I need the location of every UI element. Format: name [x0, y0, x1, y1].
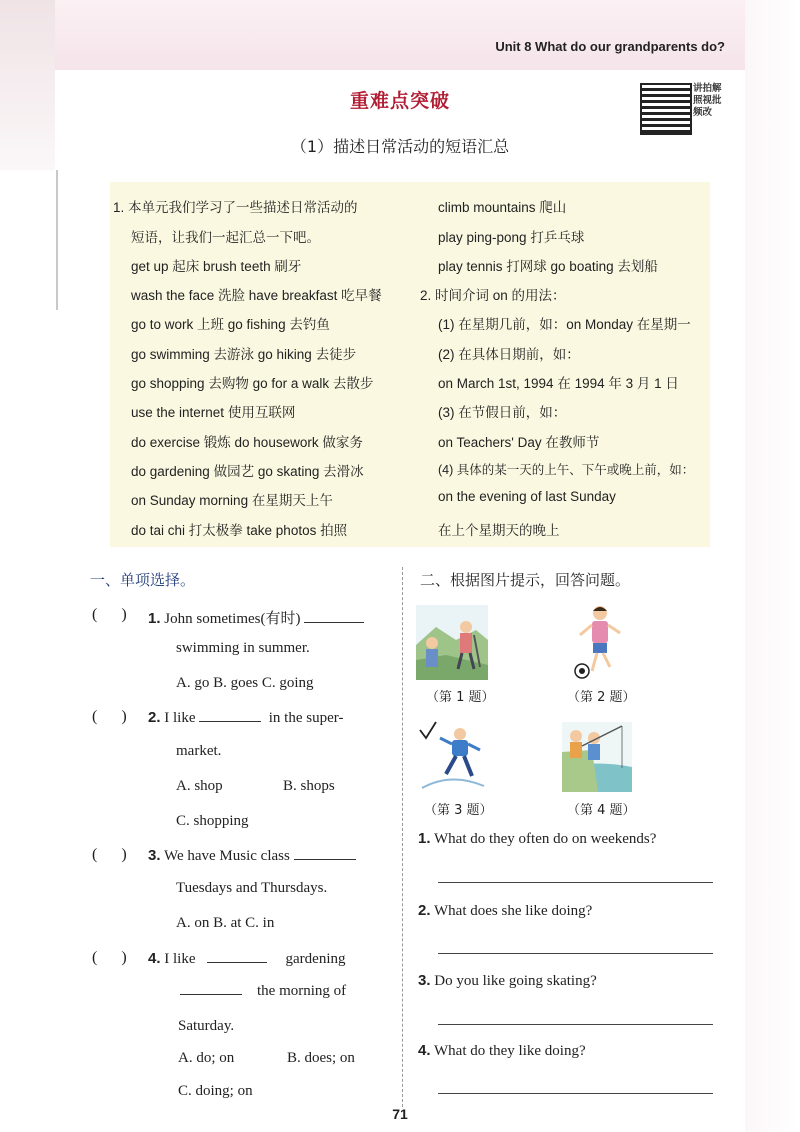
picture-caption: （第 2 题） — [567, 690, 636, 705]
picture-question — [418, 972, 597, 990]
box-line: get up 起床 brush teeth 刷牙 — [131, 259, 302, 274]
box-line: do gardening 做园艺 go skating 去滑冰 — [131, 464, 364, 479]
box-line: go swimming 去游泳 go hiking 去徒步 — [131, 347, 357, 362]
box-line: wash the face 洗脸 have breakfast 吃早餐 — [131, 288, 382, 303]
qr-label: 讲拍解照视批频改 — [693, 83, 722, 118]
column-divider — [402, 567, 403, 1107]
box-line: go shopping 去购物 go for a walk 去散步 — [131, 376, 374, 391]
question-text: What does she like doing? — [434, 903, 593, 919]
sub-title: （1）描述日常活动的短语汇总 — [290, 137, 510, 156]
question-4 — [148, 950, 346, 968]
box-line: 在上个星期天的晚上 — [438, 523, 560, 538]
picture-caption: （第 3 题） — [424, 803, 493, 818]
box-line: use the internet 使用互联网 — [131, 405, 296, 420]
question-stem: Saturday. — [178, 1018, 235, 1034]
question-stem: in the super- — [268, 710, 344, 726]
box-line: go to work 上班 go fishing 去钓鱼 — [131, 317, 330, 332]
hiking-picture — [416, 605, 488, 680]
box-line: do exercise 锻炼 do housework 做家务 — [131, 435, 363, 450]
question-stem: gardening — [285, 951, 346, 967]
question-stem: John sometimes(有时) — [164, 611, 301, 627]
box-line: (4) 具体的某一天的上午、下午或晚上前，如： — [438, 463, 695, 477]
football-picture — [570, 603, 630, 681]
question-1 — [148, 607, 364, 628]
picture-caption: （第 1 题） — [426, 690, 495, 705]
box-line: on the evening of last Sunday — [438, 489, 616, 504]
qr-code-icon[interactable] — [640, 83, 692, 135]
answer-blank[interactable] — [207, 962, 267, 963]
picture-question — [418, 902, 592, 920]
question-stem: I like — [164, 710, 196, 726]
box-line: 短语，让我们一起汇总一下吧。 — [131, 230, 320, 245]
question-stem: the morning of — [257, 983, 347, 999]
answer-bracket[interactable]: ( ) — [92, 708, 127, 725]
answer-blank[interactable] — [304, 622, 364, 623]
box-line: 1. 本单元我们学习了一些描述日常活动的 — [113, 200, 358, 215]
question-3 — [148, 847, 356, 865]
question-stem: swimming in summer. — [176, 640, 310, 656]
answer-line[interactable] — [438, 953, 713, 954]
option-b: B. does; on — [287, 1050, 355, 1066]
options: A. on B. at C. in — [176, 915, 275, 931]
question-stem: I like — [164, 951, 196, 967]
answer-blank[interactable] — [294, 859, 356, 860]
question-number: 4. — [418, 1042, 431, 1059]
part2-heading: 二、根据图片提示，回答问题。 — [420, 571, 631, 589]
option-a: A. shop — [176, 778, 223, 794]
option-c: C. shopping — [176, 813, 249, 829]
question-4-line2 — [180, 983, 346, 1000]
page-edge — [745, 0, 800, 1132]
question-stem: We have Music class — [164, 848, 290, 864]
answer-bracket[interactable]: ( ) — [92, 949, 127, 966]
box-line: on Sunday morning 在星期天上午 — [131, 493, 333, 508]
page-number: 71 — [392, 1106, 408, 1122]
skating-picture — [416, 720, 486, 790]
section-title: 重难点突破 — [349, 90, 450, 112]
picture-caption: （第 4 题） — [567, 803, 636, 818]
box-line: on March 1st, 1994 在 1994 年 3 月 1 日 — [438, 376, 679, 391]
question-number: 2. — [148, 709, 161, 726]
question-text: Do you like going skating? — [434, 973, 597, 989]
question-number: 4. — [148, 950, 161, 967]
question-number: 3. — [418, 972, 431, 989]
box-line: play tennis 打网球 go boating 去划船 — [438, 259, 658, 274]
question-number: 1. — [148, 610, 161, 627]
question-number: 3. — [148, 847, 161, 864]
box-line: do tai chi 打太极拳 take photos 拍照 — [131, 523, 348, 538]
question-number: 1. — [418, 830, 431, 847]
unit-title: Unit 8 What do our grandparents do? — [495, 39, 725, 54]
options: A. go B. goes C. going — [176, 675, 314, 691]
answer-bracket[interactable]: ( ) — [92, 606, 127, 623]
answer-line[interactable] — [438, 882, 713, 883]
question-text: What do they like doing? — [434, 1043, 586, 1059]
answer-bracket[interactable]: ( ) — [92, 846, 127, 863]
box-line: (2) 在具体日期前，如： — [438, 347, 580, 362]
option-c: C. doing; on — [178, 1083, 253, 1099]
part1-heading: 一、单项选择。 — [90, 571, 196, 589]
fishing-picture — [562, 722, 632, 792]
option-b: B. shops — [283, 778, 335, 794]
question-number: 2. — [418, 902, 431, 919]
box-line: (1) 在星期几前，如：on Monday 在星期一 — [438, 317, 691, 332]
question-stem: market. — [176, 743, 222, 759]
picture-question — [418, 1042, 586, 1060]
box-line: 2. 时间介词 on 的用法： — [420, 288, 566, 303]
answer-line[interactable] — [438, 1093, 713, 1094]
box-line: climb mountains 爬山 — [438, 200, 567, 215]
picture-question — [418, 830, 656, 848]
margin-mark — [56, 170, 58, 310]
answer-blank[interactable] — [199, 721, 261, 722]
answer-blank[interactable] — [180, 994, 242, 995]
option-a: A. do; on — [178, 1050, 235, 1066]
header-band — [55, 0, 745, 70]
question-stem: Tuesdays and Thursdays. — [176, 880, 328, 896]
answer-line[interactable] — [438, 1024, 713, 1025]
box-line: (3) 在节假日前，如： — [438, 405, 567, 420]
box-line: on Teachers' Day 在教师节 — [438, 435, 600, 450]
box-line: play ping-pong 打乒乓球 — [438, 230, 585, 245]
question-2 — [148, 709, 343, 727]
question-text: What do they often do on weekends? — [434, 831, 657, 847]
